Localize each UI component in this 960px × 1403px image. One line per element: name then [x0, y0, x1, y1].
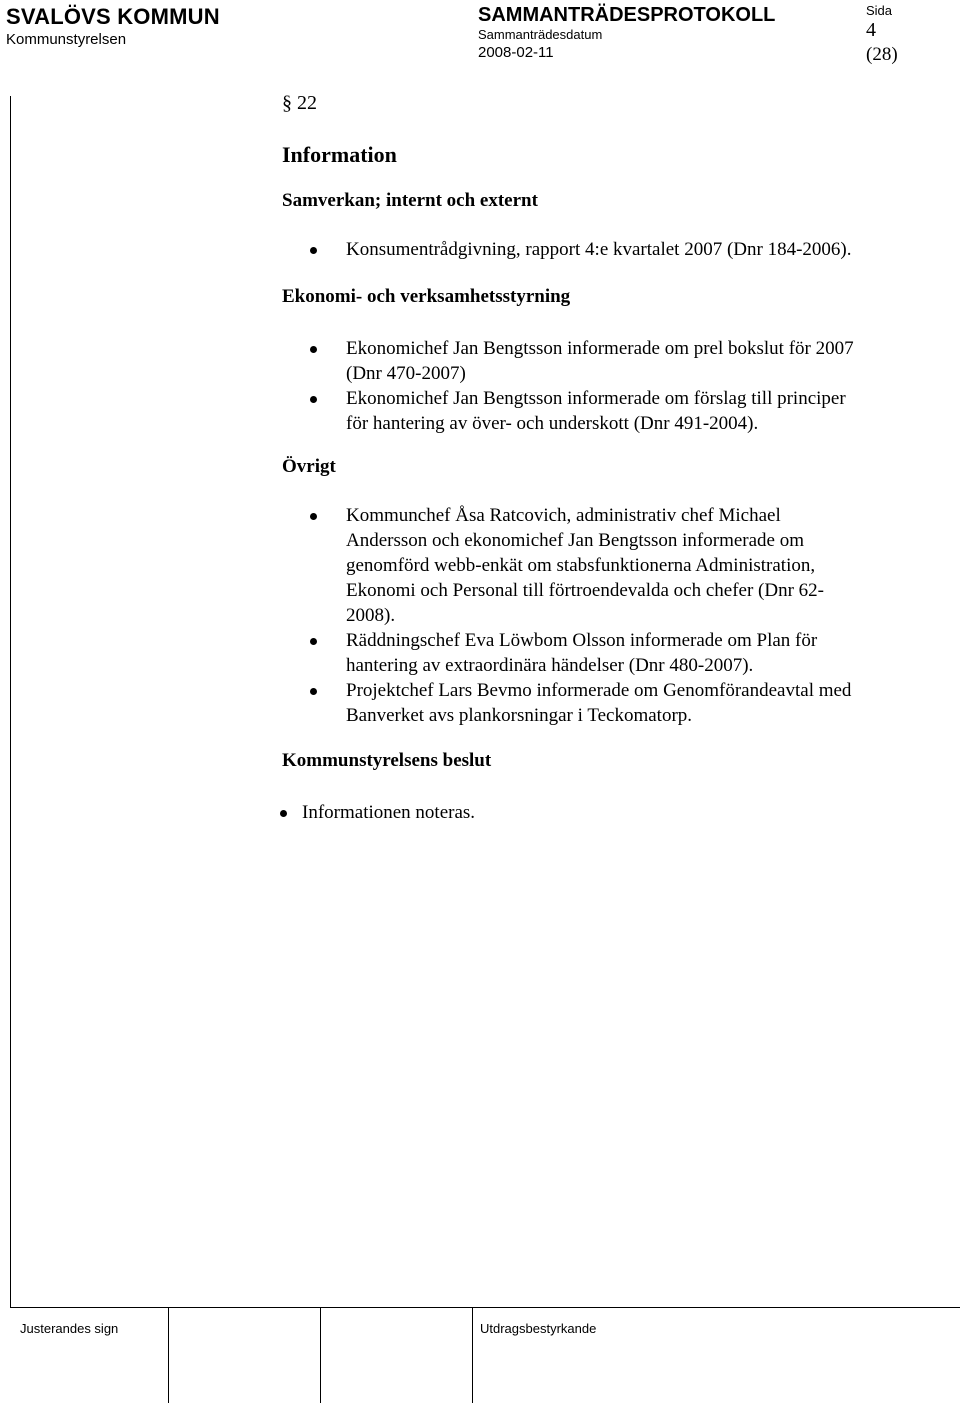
list-item-text: Ekonomichef Jan Bengtsson informerade om förslag till principer — [346, 388, 846, 409]
decision-heading: Kommunstyrelsens beslut — [282, 750, 492, 771]
section-title: Information — [282, 142, 397, 167]
bullet-icon — [310, 513, 317, 520]
list-item-text: för hantering av över- och underskott (Dnr 491-2004). — [346, 413, 759, 434]
list-item-text: Banverket avs plankorsningar i Teckomatorp. — [346, 705, 693, 726]
decision-item — [302, 800, 475, 825]
footer-divider — [168, 1307, 169, 1403]
section-heading-ekonomi: Ekonomi- och verksamhetsstyrning — [282, 286, 571, 307]
list-item-text: Konsumentrådgivning, rapport 4:e kvartalet 2007 (Dnr 184-2006). — [346, 239, 852, 260]
list-item-text: Projektchef Lars Bevmo informerade om Genomförandeavtal med — [346, 680, 852, 701]
document-type: SAMMANTRÄDESPROTOKOLL — [478, 4, 776, 26]
list-item-text: Ekonomi och Personal till förtroendevalda och chefer (Dnr 62- — [346, 580, 825, 601]
meeting-date-label: Sammanträdesdatum — [478, 27, 603, 42]
footer-rule — [10, 1307, 960, 1308]
bullet-icon — [280, 810, 287, 817]
decision-text: Informationen noteras. — [302, 802, 476, 823]
organization-name: SVALÖVS KOMMUN — [6, 4, 220, 29]
meeting-date-value: 2008-02-11 — [478, 44, 554, 61]
bullet-icon — [310, 638, 317, 645]
bullet-list-ovrigt — [346, 503, 946, 728]
left-margin-rule — [10, 96, 11, 1308]
list-item-text: Räddningschef Eva Löwbom Olsson informerade om Plan för — [346, 630, 818, 651]
bullet-icon — [310, 247, 317, 254]
list-item — [346, 503, 946, 628]
bullet-icon — [310, 688, 317, 695]
bullet-list-ekonomi — [346, 336, 946, 436]
list-item-text: 2008). — [346, 605, 396, 626]
list-item — [346, 628, 946, 678]
list-item-text: Andersson och ekonomichef Jan Bengtsson informerade om — [346, 530, 805, 551]
paragraph-number: § 22 — [282, 92, 317, 114]
list-item — [346, 237, 946, 262]
footer-divider — [320, 1307, 321, 1403]
list-item-text: (Dnr 470-2007) — [346, 363, 466, 384]
list-item-text: genomförd webb-enkät om stabsfunktionerna Administration, — [346, 555, 816, 576]
bullet-icon — [310, 396, 317, 403]
list-item — [346, 678, 946, 728]
list-item-text: Ekonomichef Jan Bengtsson informerade om prel bokslut för 2007 — [346, 338, 854, 359]
page-label: Sida — [866, 3, 893, 18]
list-item-text: Kommunchef Åsa Ratcovich, administrativ chef Michael — [346, 505, 781, 526]
department-name: Kommunstyrelsen — [6, 31, 127, 48]
footer-divider — [472, 1307, 473, 1403]
extract-label: Utdragsbestyrkande — [480, 1321, 597, 1336]
list-item-text: hantering av extraordinära händelser (Dnr 480-2007). — [346, 655, 754, 676]
bullet-list-samverkan — [346, 237, 946, 262]
bullet-icon — [310, 346, 317, 353]
signature-label: Justerandes sign — [20, 1321, 119, 1336]
page-total: (28) — [866, 44, 898, 65]
page-number: 4 — [866, 19, 876, 41]
section-heading-ovrigt: Övrigt — [282, 456, 336, 477]
section-heading-samverkan: Samverkan; internt och externt — [282, 190, 538, 211]
list-item — [346, 386, 946, 436]
list-item — [346, 336, 946, 386]
